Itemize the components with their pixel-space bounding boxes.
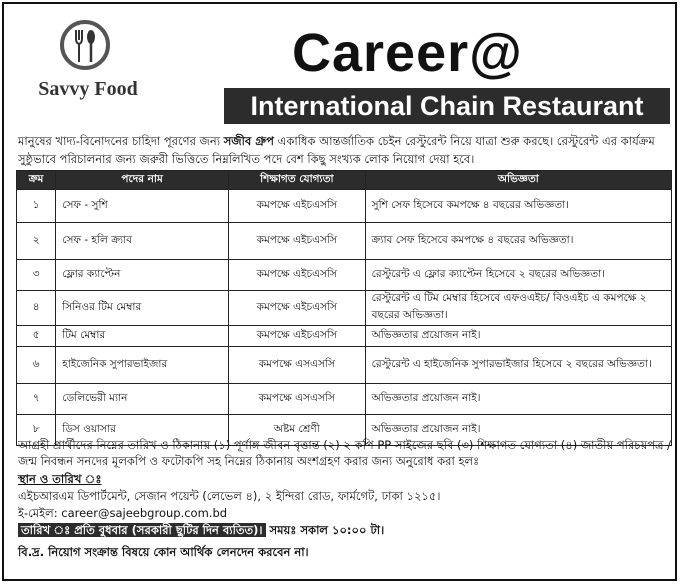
brand-name: Savvy Food xyxy=(38,78,138,100)
row-serial: ১ xyxy=(17,190,56,223)
row-experience: অভিজ্ঞতার প্রয়োজন নাই। xyxy=(365,326,671,347)
place-date-label: স্থান ও তারিখ ঃ xyxy=(18,472,102,486)
header-education: শিক্ষাগত যোগ্যতা xyxy=(228,171,365,190)
row-education: কমপক্ষে এসএসসি xyxy=(228,347,365,384)
job-advertisement xyxy=(2,2,677,581)
row-post: ফ্লোর ক্যাপ্টেন xyxy=(56,260,229,291)
table-row xyxy=(17,260,672,291)
row-serial: ৪ xyxy=(17,291,56,326)
row-experience: অভিজ্ঞতার প্রয়োজন নাই। xyxy=(365,384,671,415)
date-time-line xyxy=(18,522,672,538)
row-serial: ৮ xyxy=(17,415,56,446)
company-name: সজীব গ্রুপ xyxy=(223,134,274,148)
row-education: কমপক্ষে এইচএসসি xyxy=(228,291,365,326)
disclaimer-note: বি.দ্র. নিয়োগ সংক্রান্ত বিষয়ে কোন আর্থিক লেনদেন করবেন না। xyxy=(18,545,309,559)
interview-date: তারিখ ঃ প্রতি বুধবার (সরকারী ছুটির দিন ব্যতিত)। xyxy=(18,523,266,537)
fork-spoon-icon xyxy=(70,28,100,64)
row-post: টিম মেম্বার xyxy=(56,326,229,347)
row-education: কমপক্ষে এসএসসি xyxy=(228,384,365,415)
logo-emblem xyxy=(60,20,110,70)
row-experience: সুশি সেফ হিসেবে কমপক্ষে ৪ বছরের অভিজ্ঞতা। xyxy=(365,190,671,223)
restaurant-title: International Chain Restaurant xyxy=(224,88,670,124)
row-education: কমপক্ষে এইচএসসি xyxy=(228,190,365,223)
address-text: এইচআরএম ডিপার্টমেন্ট, সেজান পয়েন্ট (লেভেল ৪), ২ ইন্দিরা রোড, ফার্মগেট, ঢাকা ১২১৫। xyxy=(18,489,441,503)
intro-paragraph xyxy=(18,132,670,168)
row-serial: ৫ xyxy=(17,326,56,347)
company-logo xyxy=(16,18,156,118)
row-education: কমপক্ষে এইচএসসি xyxy=(228,326,365,347)
table-row xyxy=(17,190,672,223)
email-text: ই-মেইল: career@sajeebgroup.com.bd xyxy=(18,506,228,520)
row-education: অষ্টম শ্রেণী xyxy=(228,415,365,446)
job-table xyxy=(16,170,672,446)
row-education: কমপক্ষে এইচএসসি xyxy=(228,223,365,260)
table-row xyxy=(17,384,672,415)
table-row xyxy=(17,223,672,260)
career-heading: Career@ xyxy=(292,23,523,83)
row-serial: ৭ xyxy=(17,384,56,415)
row-experience: রেস্টুরেন্ট এ হাইজেনিক সুপারভাইজার হিসেবে ২ বছরের অভিজ্ঞতা। xyxy=(365,347,671,384)
row-serial: ২ xyxy=(17,223,56,260)
row-post: ডিস ওয়াসার xyxy=(56,415,229,446)
row-education: কমপক্ষে এইচএসসি xyxy=(228,260,365,291)
header-experience: অভিজ্ঞতা xyxy=(365,171,671,190)
interview-time: সময়ঃ সকাল ১০:০০ টা। xyxy=(269,523,385,537)
row-experience: ক্র্যাব সেফ হিসেবে কমপক্ষে ৪ বছরের অভিজ্ঞতা। xyxy=(365,223,671,260)
row-serial: ৬ xyxy=(17,347,56,384)
table-row xyxy=(17,291,672,326)
row-experience: রেস্টুরেন্ট এ টিম মেম্বার হিসেবে এফওএইচ/ বিওএইচ এ কমপক্ষে ২ বছরের অভিজ্ঞতা। xyxy=(365,291,671,326)
header-post: পদের নাম xyxy=(56,171,229,190)
row-post: হাইজেনিক সুপারভাইজার xyxy=(56,347,229,384)
table-header-row xyxy=(17,171,672,190)
row-post: সিনিওর টিম মেম্বার xyxy=(56,291,229,326)
row-post: সেফ - সুশি xyxy=(56,190,229,223)
row-experience: রেস্টুরেন্ট এ ফ্লোর ক্যাপ্টেন হিসেবে ২ বছরের অভিজ্ঞতা। xyxy=(365,260,671,291)
row-experience: অভিজ্ঞতার প্রয়োজন নাই। xyxy=(365,415,671,446)
row-post: সেফ - হলি ক্র্যাব xyxy=(56,223,229,260)
intro-text-2: একাধিক আন্তর্জাতিক চেইন রেস্টুরেন্ট নিয়ে যাত্রা শুরু করছে। রেস্টুরেন্ট এর কার্যক্রম সুষ্ঠুভাবে পরিচালনার জন্য জরুরী ভিত্তিতে নিম্নলিখিত পদে বেশ কিছু সংখ্যক লোক নিয়োগ দেয়া হবে। xyxy=(18,134,655,166)
table-row xyxy=(17,347,672,384)
header-serial: ক্রম xyxy=(17,171,56,190)
row-serial: ৩ xyxy=(17,260,56,291)
table-row xyxy=(17,326,672,347)
row-post: ডেলিভেরী ম্যান xyxy=(56,384,229,415)
application-instructions: আগ্রহী প্রার্থীদের নিম্নের তারিখ ও ঠিকানায় (১) পূর্ণাঙ্গ জীবন বৃত্তান্ত (২) ২ কপি PP সাইজের ছবি (৩) শিক্ষাগত যোগ্যতা (৪) জাতীয় পরিচয়পত্র / জন্ম নিবন্ধন সনদের মূলকপি ও ফটোকপি সহ নিম্নের ঠিকানায় অংশগ্রহণ করার জন্য অনুরোধ করা হলঃ xyxy=(18,438,672,468)
intro-text-1: মানুষের খাদ্য-বিনোদনের চাহিদা পূরণের জন্য xyxy=(18,134,224,148)
